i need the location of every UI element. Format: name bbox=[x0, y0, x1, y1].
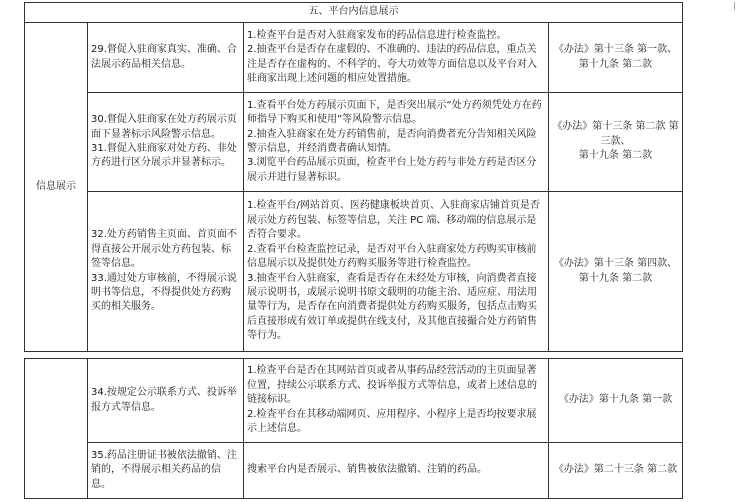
category-cell: 信息展示 bbox=[25, 23, 88, 352]
requirement-cell bbox=[88, 443, 244, 499]
law-cell: 《办法》第十三条 第一款、第十九条 第二款 bbox=[549, 23, 683, 93]
check-item: 2.检查平台在其移动端网页、应用程序、小程序上是否均按要求展示上述信息。 bbox=[247, 408, 537, 435]
check-item: 1.查看平台处方药展示页面下，是否突出展示“处方药须凭处方在药师指导下购买和使用”等风险警示信息。 bbox=[247, 99, 542, 126]
requirement-text: 29.督促入驻商家真实、准确、合法展示药品相关信息。 bbox=[91, 44, 237, 70]
law-text: 第十九条 第二款 bbox=[578, 150, 653, 162]
check-item: 3.抽查平台入驻商家，查看是否存在未经处方审核，向消费者直接展示说明书，或展示说明书原文载明的功能主治、适应症、用法用量等行为，是否存在向消费者提供处方药购买服务，包括点击购买后直接形成有效订单或提供在线支付，及其他直接撮合处方药销售等行为。 bbox=[247, 272, 537, 342]
section-title: 五、平台内信息展示 bbox=[25, 3, 683, 23]
category-cell-empty bbox=[25, 359, 88, 499]
check-item: 1.检查平台是否在其网站首页或者从事药品经营活动的主页面显著位置，持续公示联系方式、投诉举报方式等信息，或者上述信息的链接标识。 bbox=[247, 365, 537, 406]
requirement-text: 30.督促入驻商家在处方药展示页面下显著标示风险警示信息。 bbox=[91, 114, 237, 140]
info-display-table bbox=[24, 2, 683, 352]
check-cell bbox=[244, 93, 549, 192]
requirement-text: 32.处方药销售主页面、首页面不得直接公开展示处方药包装、标签等信息。 bbox=[91, 229, 237, 270]
check-item: 2.查看平台检查监控记录，是否对平台入驻商家处方药购买审核前信息展示以及提供处方药购买服务等进行检查监控。 bbox=[247, 243, 537, 270]
law-cell bbox=[549, 93, 683, 192]
requirement-cell bbox=[88, 359, 244, 443]
check-item: 3.浏览平台药品展示页面，检查平台上处方药与非处方药是否区分展示并进行显著标识。 bbox=[247, 157, 537, 183]
info-display-table-continued bbox=[24, 358, 683, 499]
check-cell bbox=[244, 192, 549, 352]
table-row bbox=[25, 443, 683, 499]
section-header-row bbox=[25, 3, 683, 23]
check-cell bbox=[244, 443, 549, 499]
law-cell: 《办法》第二十三条 第二款 bbox=[549, 443, 683, 499]
check-item: 2.抽查入驻商家在处方药销售前，是否向消费者充分告知相关风险警示信息，并经消费者确认知情。 bbox=[247, 128, 537, 154]
law-text: 《办法》第十三条 第二款 第三款、 bbox=[552, 121, 679, 147]
check-item: 2.抽查平台是否存在虚假的、不准确的、违法的药品信息，重点关注是否存在虚构的、不科学的、夸大功效等方面信息以及平台对入驻商家出现上述问题的相应处置措施。 bbox=[247, 44, 537, 84]
check-cell bbox=[244, 359, 549, 443]
requirement-text: 33.通过处方审核前，不得展示说明书等信息，不得提供处方药购买的相关服务。 bbox=[91, 272, 237, 313]
check-item: 1.检查平台是否对入驻商家发布的药品信息进行检查监控。 bbox=[247, 29, 507, 41]
check-cell bbox=[244, 23, 549, 93]
requirement-cell bbox=[88, 93, 244, 192]
page-edge-mark bbox=[734, 2, 739, 10]
law-cell: 《办法》第十九条 第一款 bbox=[549, 359, 683, 443]
table-row bbox=[25, 93, 683, 192]
requirement-text: 31.督促入驻商家对处方药、非处方药进行区分展示并显著标示。 bbox=[91, 143, 237, 169]
requirement-text: 35.药品注册证书被依法撤销、注销的，不得展示相关药品的信息。 bbox=[91, 449, 237, 490]
law-cell: 《办法》第十三条 第四款、第十九条 第二款 bbox=[549, 192, 683, 352]
table-row bbox=[25, 192, 683, 352]
requirement-cell bbox=[88, 23, 244, 93]
requirement-cell bbox=[88, 192, 244, 352]
check-item: 1.检查平台/网站首页、医药健康板块首页、入驻商家店铺首页是否展示处方药包装、标签等信息，关注 PC 端、移动端的信息展示是否符合要求。 bbox=[247, 200, 540, 241]
table-row bbox=[25, 23, 683, 93]
table-row bbox=[25, 359, 683, 443]
check-item: 搜索平台内是否展示、销售被依法撤销、注销的药品。 bbox=[247, 464, 487, 476]
requirement-text: 34.按规定公示联系方式、投诉举报方式等信息。 bbox=[91, 387, 237, 413]
